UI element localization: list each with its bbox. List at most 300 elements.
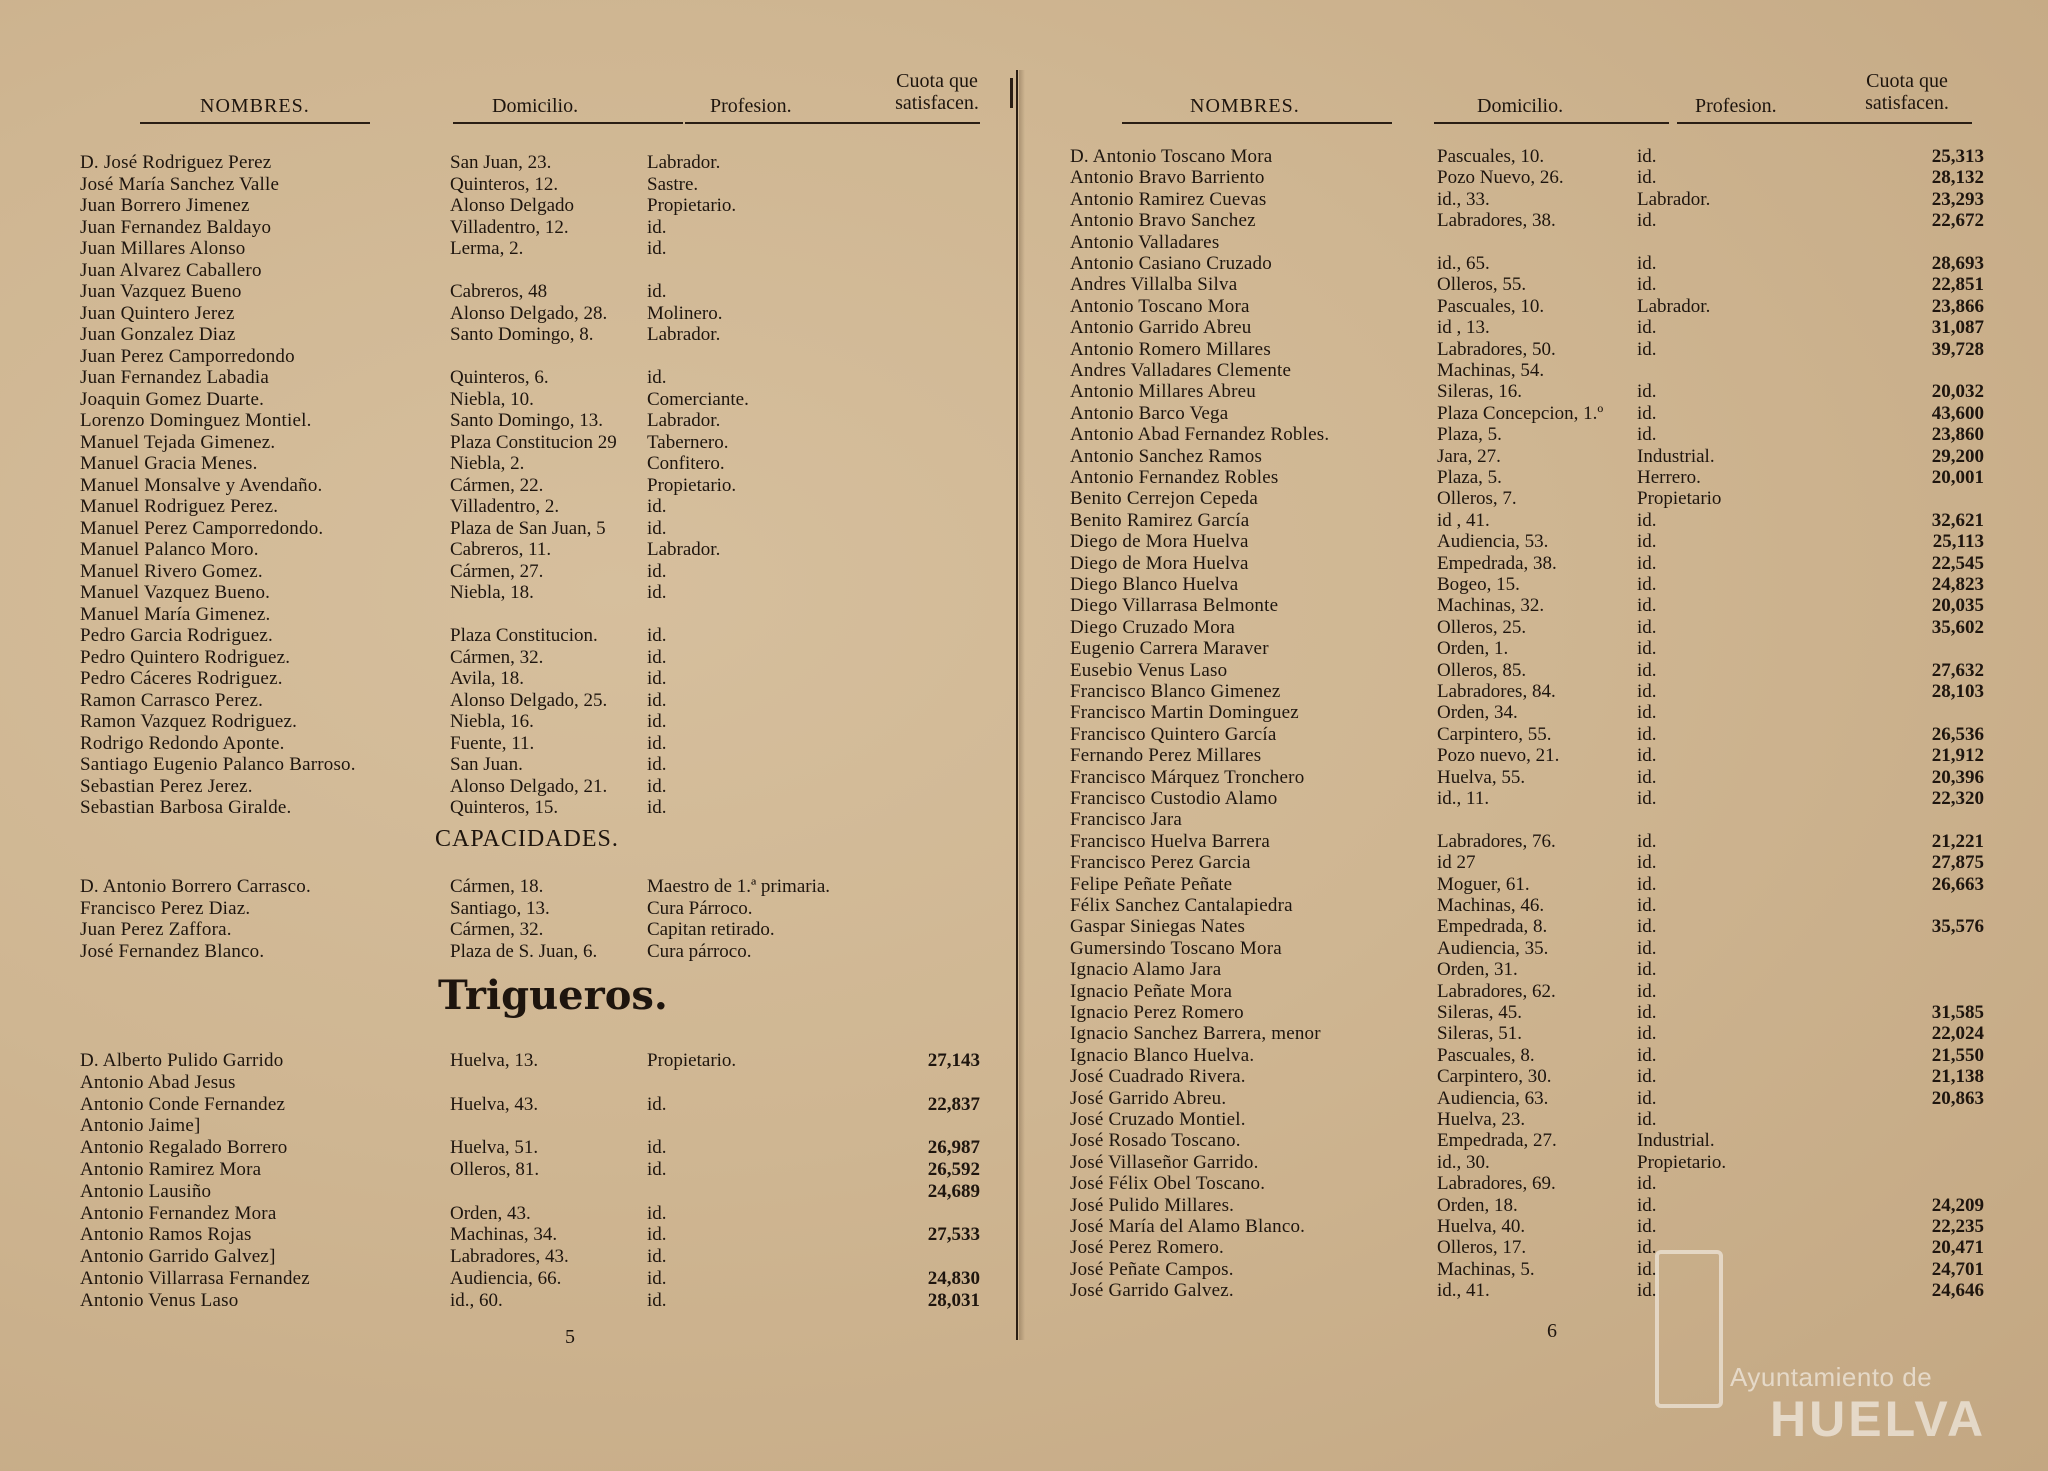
address: Santiago, 13.	[450, 897, 550, 919]
profession: Cura párroco.	[647, 940, 752, 962]
list-item	[60, 876, 980, 897]
quota-amount: 21,550	[1931, 1044, 1984, 1066]
quota-amount: 26,663	[1931, 873, 1984, 895]
list-item	[1052, 189, 1992, 210]
quota-amount: 43,600	[1931, 402, 1984, 424]
person-name: José Perez Romero.	[1070, 1237, 1224, 1259]
address: Cármen, 22.	[450, 474, 544, 496]
list-item	[60, 1072, 980, 1093]
profession: id.	[647, 1268, 667, 1289]
profession: id.	[1637, 253, 1657, 274]
person-name: Antonio Valladares	[1070, 231, 1220, 253]
address: Alonso Delgado, 21.	[450, 775, 608, 797]
list-item	[1052, 895, 1992, 916]
list-item	[60, 475, 980, 496]
person-name: Ramon Carrasco Perez.	[80, 689, 264, 711]
address: Audiencia, 63.	[1437, 1087, 1549, 1109]
profession: Propietario	[1637, 488, 1722, 510]
quota-amount: 22,837	[927, 1093, 980, 1115]
person-name: Sebastian Barbosa Giralde.	[80, 797, 292, 818]
profession: id.	[1637, 317, 1657, 339]
profession: id.	[1637, 531, 1657, 553]
address: id 27	[1437, 852, 1476, 874]
person-name: Antonio Regalado Borrero	[80, 1137, 288, 1159]
address: Olleros, 85.	[1437, 659, 1527, 681]
quota-amount: 27,875	[1931, 852, 1984, 874]
profession: id.	[647, 711, 667, 732]
address: San Juan.	[450, 754, 523, 775]
quota-amount: 21,221	[1931, 830, 1984, 852]
header-rule	[880, 122, 980, 124]
address: Labradores, 69.	[1437, 1173, 1556, 1195]
header-names: NOMBRES.	[1190, 95, 1300, 117]
list-item	[60, 367, 980, 388]
list-item	[1052, 702, 1992, 723]
address: id , 13.	[1437, 317, 1490, 339]
header-rule	[1122, 122, 1392, 124]
address: Cabreros, 11.	[450, 539, 552, 560]
address: Plaza Constitucion.	[450, 625, 598, 646]
profession: id.	[1637, 681, 1657, 702]
person-name: Diego de Mora Huelva	[1070, 531, 1249, 553]
address: Cármen, 32.	[450, 919, 544, 940]
address: Niebla, 16.	[450, 711, 534, 732]
address: Pascuales, 10.	[1437, 295, 1545, 317]
person-name: Manuel Perez Camporredondo.	[80, 517, 324, 539]
quota-amount: 21,138	[1931, 1066, 1984, 1088]
profession: id.	[1637, 1216, 1657, 1237]
address: Machinas, 32.	[1437, 595, 1545, 617]
list-item	[1052, 852, 1992, 873]
address: Huelva, 51.	[450, 1137, 539, 1159]
profession: id.	[647, 1202, 667, 1224]
address: Machinas, 54.	[1437, 360, 1545, 381]
person-name: Francisco Quintero García	[1070, 723, 1277, 745]
profession: Comerciante.	[647, 388, 749, 410]
list-item	[1052, 916, 1992, 937]
address: Huelva, 40.	[1437, 1216, 1526, 1237]
list-item	[60, 582, 980, 603]
page-number: 6	[1547, 1320, 1557, 1342]
address: Labradores, 84.	[1437, 681, 1556, 702]
person-name: Diego Cruzado Mora	[1070, 616, 1236, 638]
list-item	[60, 1181, 980, 1202]
address: Labradores, 38.	[1437, 210, 1556, 232]
list-item	[60, 496, 980, 517]
list-item	[60, 195, 980, 216]
profession: id.	[1637, 1044, 1657, 1066]
address: Huelva, 55.	[1437, 766, 1526, 788]
address: Audiencia, 66.	[450, 1268, 562, 1289]
address: Machinas, 34.	[450, 1224, 558, 1246]
address: Plaza Constitucion 29	[450, 431, 617, 453]
person-name: José Rosado Toscano.	[1070, 1130, 1241, 1152]
list-item	[1052, 574, 1992, 595]
list-item	[1052, 745, 1992, 766]
person-name: D. Alberto Pulido Garrido	[80, 1050, 284, 1071]
profession: id.	[1637, 702, 1657, 724]
person-name: Diego Villarrasa Belmonte	[1070, 595, 1279, 617]
person-name: José Cruzado Montiel.	[1070, 1109, 1246, 1130]
address: Empedrada, 8.	[1437, 916, 1548, 938]
profession: id.	[647, 238, 667, 259]
person-name: Antonio Lausiño	[80, 1180, 212, 1202]
profession: id.	[647, 582, 667, 603]
list-item	[60, 625, 980, 646]
profession: Cura Párroco.	[647, 897, 753, 919]
profession: id.	[1637, 1087, 1657, 1109]
list-item	[60, 303, 980, 324]
quota-amount: 24,209	[1931, 1194, 1984, 1216]
address: Santo Domingo, 8.	[450, 324, 594, 345]
quota-amount: 20,863	[1931, 1087, 1984, 1109]
watermark	[1635, 1250, 1987, 1447]
address: Olleros, 55.	[1437, 274, 1527, 296]
profession: Herrero.	[1637, 467, 1701, 488]
list-item	[1052, 339, 1992, 360]
address: Villadentro, 2.	[450, 496, 560, 517]
person-name: Antonio Ramirez Cuevas	[1070, 188, 1267, 210]
header-names: NOMBRES.	[200, 95, 310, 117]
person-name: Antonio Casiano Cruzado	[1070, 253, 1272, 274]
list-item	[1052, 617, 1992, 638]
address: Carpintero, 30.	[1437, 1066, 1552, 1088]
list-item	[1052, 1173, 1992, 1194]
person-name: Antonio Villarrasa Fernandez	[80, 1268, 310, 1289]
person-name: Francisco Martin Dominguez	[1070, 702, 1299, 724]
address: Cármen, 27.	[450, 560, 544, 582]
quota-amount: 23,293	[1931, 188, 1984, 210]
address: Olleros, 7.	[1437, 488, 1517, 510]
profession: Labrador.	[647, 410, 721, 431]
quota-amount: 22,235	[1931, 1216, 1984, 1237]
profession: id.	[1637, 788, 1657, 809]
quota-amount: 27,533	[927, 1224, 980, 1246]
address: Alonso Delgado, 25.	[450, 689, 608, 711]
person-name: Manuel Rodriguez Perez.	[80, 496, 279, 517]
header-rule	[1872, 122, 1972, 124]
profession: Labrador.	[647, 152, 721, 173]
list-item	[1052, 424, 1992, 445]
list-item	[60, 432, 980, 453]
address: Olleros, 17.	[1437, 1237, 1527, 1259]
profession: id.	[1637, 638, 1657, 660]
list-item	[1052, 660, 1992, 681]
list-item	[60, 1224, 980, 1245]
profession: id.	[1637, 745, 1657, 767]
list-item	[1052, 831, 1992, 852]
list-item	[1052, 1023, 1992, 1044]
list-item	[60, 1094, 980, 1115]
section-title-trigueros: Trigueros.	[438, 972, 668, 1019]
list-item	[60, 1115, 980, 1136]
list-item	[60, 1159, 980, 1180]
profession: id.	[1637, 1237, 1657, 1259]
profession: Capitan retirado.	[647, 919, 775, 940]
quota-amount: 31,087	[1931, 317, 1984, 339]
profession: id.	[647, 797, 667, 818]
profession: Propietario.	[1637, 1151, 1727, 1173]
address: id., 11.	[1437, 788, 1490, 809]
person-name: Antonio Fernandez Robles	[1070, 467, 1279, 488]
profession: Labrador.	[647, 324, 721, 345]
person-name: Antonio Toscano Mora	[1070, 295, 1250, 317]
list-item	[60, 1268, 980, 1289]
person-name: Sebastian Perez Jerez.	[80, 775, 253, 797]
address: Huelva, 13.	[450, 1050, 539, 1071]
profession: id.	[647, 216, 667, 238]
address: Villadentro, 12.	[450, 216, 569, 238]
list-item	[1052, 809, 1992, 830]
list-item	[60, 174, 980, 195]
profession: id.	[647, 1246, 667, 1268]
list-item	[1052, 1195, 1992, 1216]
profession: id.	[1637, 1280, 1657, 1302]
list-item	[60, 1203, 980, 1224]
list-item	[1052, 981, 1992, 1002]
profession: id.	[1637, 830, 1657, 852]
address: Plaza, 5.	[1437, 424, 1502, 446]
person-name: Gumersindo Toscano Mora	[1070, 937, 1282, 959]
quota-amount: 28,103	[1931, 681, 1984, 702]
list-item	[60, 776, 980, 797]
list-item	[1052, 553, 1992, 574]
profession: id.	[1637, 509, 1657, 531]
list-item	[60, 1246, 980, 1267]
profession: id.	[1637, 895, 1657, 916]
list-item	[1052, 638, 1992, 659]
person-name: Manuel Gracia Menes.	[80, 453, 258, 474]
person-name: Antonio Fernandez Mora	[80, 1202, 277, 1224]
person-name: José Cuadrado Rivera.	[1070, 1066, 1246, 1088]
list-item	[60, 324, 980, 345]
profession: id.	[647, 281, 667, 302]
person-name: Antonio Conde Fernandez	[80, 1093, 286, 1115]
profession: id.	[1637, 937, 1657, 959]
profession: id.	[647, 1289, 667, 1311]
list-item	[1052, 767, 1992, 788]
address: Audiencia, 35.	[1437, 937, 1549, 959]
quota-amount: 26,592	[927, 1159, 980, 1180]
list-item	[1052, 531, 1992, 552]
divider-tick	[1010, 78, 1013, 108]
address: Plaza de San Juan, 5	[450, 517, 606, 539]
quota-amount: 27,632	[1931, 659, 1984, 681]
profession: id.	[1637, 424, 1657, 446]
person-name: José Garrido Abreu.	[1070, 1087, 1227, 1109]
list-item	[60, 919, 980, 940]
person-name: Antonio Millares Abreu	[1070, 381, 1256, 403]
profession: Labrador.	[647, 539, 721, 560]
list-item	[1052, 253, 1992, 274]
list-item	[1052, 146, 1992, 167]
watermark-line1: Ayuntamiento de	[1730, 1362, 1933, 1392]
list-item	[1052, 381, 1992, 402]
person-name: Juan Gonzalez Diaz	[80, 324, 236, 345]
profession: id.	[1637, 1023, 1657, 1045]
quota-amount: 27,143	[927, 1050, 980, 1071]
person-name: Manuel Palanco Moro.	[80, 539, 259, 560]
profession: Sastre.	[647, 173, 699, 195]
address: Moguer, 61.	[1437, 873, 1530, 895]
profession: Maestro de 1.ª primaria.	[647, 876, 831, 897]
person-name: Ignacio Blanco Huelva.	[1070, 1044, 1255, 1066]
profession: id.	[1637, 852, 1657, 874]
person-name: Benito Ramirez García	[1070, 509, 1250, 531]
profession: Propietario.	[647, 474, 737, 496]
address: Cármen, 32.	[450, 646, 544, 668]
city-crest-icon	[1655, 1250, 1723, 1408]
person-name: José María del Alamo Blanco.	[1070, 1216, 1306, 1237]
list-item	[60, 410, 980, 431]
section-title-capacidades: CAPACIDADES.	[435, 826, 619, 852]
header-cuota: Cuota que satisfacen.	[895, 70, 979, 114]
person-name: Francisco Perez Diaz.	[80, 897, 251, 919]
header-domicilio: Domicilio.	[1477, 95, 1564, 117]
address: Labradores, 76.	[1437, 830, 1556, 852]
address: Sileras, 45.	[1437, 1002, 1522, 1023]
quota-amount: 21,912	[1931, 745, 1984, 767]
quota-amount: 22,024	[1931, 1023, 1984, 1045]
person-name: Juan Fernandez Labadia	[80, 367, 270, 388]
person-name: Antonio Bravo Barriento	[1070, 167, 1265, 189]
profession: Industrial.	[1637, 1130, 1715, 1152]
address: id., 65.	[1437, 253, 1490, 274]
person-name: Eusebio Venus Laso	[1070, 659, 1228, 681]
profession: Propietario.	[647, 1050, 737, 1071]
profession: Propietario.	[647, 195, 737, 216]
list-item	[1052, 1066, 1992, 1087]
address: Bogeo, 15.	[1437, 574, 1520, 595]
address: Plaza, 5.	[1437, 467, 1502, 488]
list-item	[1052, 681, 1992, 702]
profession: id.	[647, 646, 667, 668]
address: Huelva, 23.	[1437, 1109, 1526, 1130]
address: Jara, 27.	[1437, 445, 1501, 467]
profession: id.	[647, 775, 667, 797]
quota-amount: 25,313	[1931, 146, 1984, 167]
address: Machinas, 5.	[1437, 1258, 1535, 1280]
profession: id.	[1637, 595, 1657, 617]
profession: id.	[1637, 1109, 1657, 1130]
quota-amount: 28,693	[1931, 253, 1984, 274]
list-item	[1052, 1152, 1992, 1173]
person-name: José Félix Obel Toscano.	[1070, 1173, 1266, 1195]
column-headers	[1052, 0, 1992, 130]
person-name: Diego de Mora Huelva	[1070, 552, 1249, 574]
address: Fuente, 11.	[450, 732, 535, 754]
person-name: Antonio Venus Laso	[80, 1289, 239, 1311]
profession: id.	[1637, 616, 1657, 638]
list-item	[60, 690, 980, 711]
watermark-line2: HUELVA	[1770, 1391, 1987, 1447]
person-name: Antonio Abad Fernandez Robles.	[1070, 424, 1330, 446]
address: Cármen, 18.	[450, 876, 544, 897]
person-name: Rodrigo Redondo Aponte.	[80, 732, 285, 754]
person-name: Antonio Jaime]	[80, 1115, 201, 1137]
list-item	[60, 1137, 980, 1158]
person-name: Juan Millares Alonso	[80, 238, 246, 259]
address: Cabreros, 48	[450, 281, 548, 302]
quota-amount: 20,396	[1931, 766, 1984, 788]
person-name: Francisco Márquez Tronchero	[1070, 766, 1305, 788]
quota-amount: 22,545	[1931, 552, 1984, 574]
list-item	[60, 604, 980, 625]
person-name: Fernando Perez Millares	[1070, 745, 1262, 767]
profession: id.	[1637, 1066, 1657, 1088]
person-name: Manuel María Gimenez.	[80, 603, 271, 625]
profession: id.	[647, 732, 667, 754]
address: Quinteros, 6.	[450, 367, 549, 388]
list-item	[1052, 403, 1992, 424]
person-name: Francisco Jara	[1070, 809, 1183, 831]
list-item	[60, 797, 980, 818]
address: Machinas, 46.	[1437, 895, 1545, 916]
quota-amount: 26,536	[1931, 723, 1984, 745]
quota-amount: 28,132	[1931, 167, 1984, 189]
profession: id.	[647, 668, 667, 689]
list-item	[1052, 874, 1992, 895]
list-item	[1052, 210, 1992, 231]
address: id., 30.	[1437, 1151, 1490, 1173]
person-name: Benito Cerrejon Cepeda	[1070, 488, 1259, 510]
profession: id.	[1637, 167, 1657, 189]
profession: id.	[1637, 1002, 1657, 1023]
profession: id.	[1637, 959, 1657, 981]
list-item	[1052, 724, 1992, 745]
profession: Industrial.	[1637, 445, 1715, 467]
person-name: Antonio Bravo Sanchez	[1070, 210, 1256, 232]
quota-amount: 22,320	[1931, 788, 1984, 809]
person-name: Ramon Vazquez Rodriguez.	[80, 711, 298, 732]
profession: id.	[1637, 1194, 1657, 1216]
person-name: Juan Borrero Jimenez	[80, 195, 250, 216]
list-item	[60, 389, 980, 410]
profession: id.	[1637, 659, 1657, 681]
quota-amount: 24,646	[1931, 1280, 1984, 1302]
person-name: D. Antonio Toscano Mora	[1070, 146, 1273, 167]
address: Orden, 1.	[1437, 638, 1509, 660]
list-item	[60, 733, 980, 754]
quota-amount: 24,689	[927, 1180, 980, 1202]
profession: id.	[647, 689, 667, 711]
address: Huelva, 43.	[450, 1093, 539, 1115]
quota-amount: 28,031	[927, 1289, 980, 1311]
profession: Labrador.	[1637, 188, 1711, 210]
address: San Juan, 23.	[450, 152, 552, 173]
quota-amount: 29,200	[1931, 445, 1984, 467]
address: Audiencia, 53.	[1437, 531, 1549, 553]
person-name: D. Antonio Borrero Carrasco.	[80, 876, 311, 897]
person-name: Manuel Vazquez Bueno.	[80, 582, 271, 603]
list-item	[60, 754, 980, 775]
header-profesion: Profesion.	[710, 95, 792, 117]
profession: id.	[1637, 146, 1657, 167]
quota-amount: 22,851	[1931, 274, 1984, 296]
header-rule	[140, 122, 370, 124]
address: id., 33.	[1437, 188, 1490, 210]
person-name: Ignacio Alamo Jara	[1070, 959, 1222, 981]
person-name: Manuel Tejada Gimenez.	[80, 431, 276, 453]
list-item	[60, 561, 980, 582]
list-item	[1052, 1109, 1992, 1130]
profession: id.	[647, 1159, 667, 1180]
list-item	[1052, 1088, 1992, 1109]
fold-shadow	[1019, 70, 1025, 1340]
profession: id.	[647, 560, 667, 582]
header-rule	[1434, 122, 1669, 124]
profession: Molinero.	[647, 302, 723, 324]
